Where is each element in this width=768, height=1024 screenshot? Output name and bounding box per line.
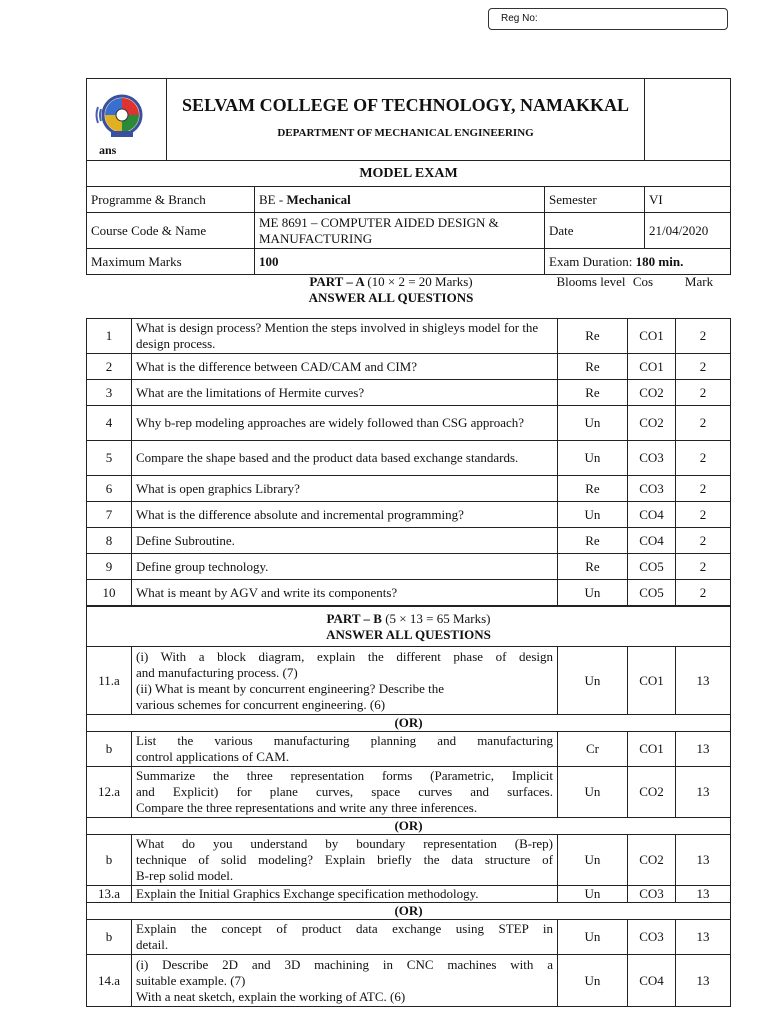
question-line: technique of solid modeling? Explain briefly the data structure of — [136, 852, 553, 867]
question-mark: 13 — [676, 835, 731, 886]
question-number: 7 — [87, 502, 132, 528]
table-row — [87, 920, 731, 955]
question-line: various schemes for concurrent engineering. (6) — [136, 696, 386, 712]
table-row — [87, 319, 731, 354]
question-text — [132, 647, 558, 715]
question-mark: 13 — [676, 886, 731, 903]
course-outcome: CO2 — [628, 835, 676, 886]
or-separator: (OR) — [87, 903, 731, 920]
logo-cell — [87, 79, 167, 161]
blooms-level: Re — [558, 554, 628, 580]
part-a-marks: (10 × 2 = 20 Marks) — [367, 274, 473, 289]
blooms-level: Un — [558, 955, 628, 1007]
blooms-level: Re — [558, 354, 628, 380]
part-a-table — [86, 318, 731, 606]
question-text: What are the limitations of Hermite curves? — [132, 380, 558, 406]
question-text — [132, 767, 558, 818]
table-row — [87, 554, 731, 580]
course-outcome: CO4 — [628, 502, 676, 528]
question-line: suitable example. (7) — [136, 972, 246, 988]
course-outcome: CO2 — [628, 380, 676, 406]
table-row — [87, 502, 731, 528]
table-row — [87, 354, 731, 380]
blooms-level: Un — [558, 502, 628, 528]
question-mark: 13 — [676, 732, 731, 767]
college-name: SELVAM COLLEGE OF TECHNOLOGY, NAMAKKAL — [182, 95, 629, 115]
blooms-level: Un — [558, 886, 628, 903]
max-marks-value: 100 — [255, 249, 545, 275]
question-line: (ii) What is meant by concurrent engineering? Describe the — [136, 680, 445, 696]
blooms-level: Re — [558, 528, 628, 554]
question-number: 14.a — [87, 955, 132, 1007]
date-label: Date — [545, 213, 645, 249]
department-name: DEPARTMENT OF MECHANICAL ENGINEERING — [277, 127, 534, 139]
course-outcome: CO1 — [628, 354, 676, 380]
question-text — [132, 732, 558, 767]
reg-no-label: Reg No: — [501, 13, 538, 24]
duration-value: 180 min. — [635, 253, 684, 269]
course-outcome: CO3 — [628, 886, 676, 903]
table-row — [87, 886, 731, 903]
course-outcome: CO1 — [628, 319, 676, 354]
question-number: b — [87, 920, 132, 955]
course-outcome: CO5 — [628, 580, 676, 606]
question-line: List the various manufacturing planning and manufacturing — [136, 733, 553, 748]
question-text: Define Subroutine. — [132, 528, 558, 554]
table-row — [87, 955, 731, 1007]
question-number: b — [87, 732, 132, 767]
question-number: 12.a — [87, 767, 132, 818]
question-mark: 2 — [676, 406, 731, 441]
question-text: Define group technology. — [132, 554, 558, 580]
semester-label: Semester — [545, 187, 645, 213]
question-line: B-rep solid model. — [136, 868, 234, 883]
blooms-level: Re — [558, 476, 628, 502]
question-number: 10 — [87, 580, 132, 606]
question-mark: 13 — [676, 647, 731, 715]
question-line: and manufacturing process. (7) — [136, 664, 298, 680]
question-number: 9 — [87, 554, 132, 580]
blooms-level: Un — [558, 647, 628, 715]
programme-value — [255, 187, 545, 213]
question-line: detail. — [136, 937, 169, 952]
part-b-title: PART – B — [326, 610, 382, 626]
question-mark: 2 — [676, 528, 731, 554]
question-mark: 13 — [676, 767, 731, 818]
part-b-table — [86, 606, 731, 1007]
question-text: What is the difference between CAD/CAM and CIM? — [132, 354, 558, 380]
part-b-heading — [87, 607, 731, 647]
part-b-marks: (5 × 13 = 65 Marks) — [385, 610, 491, 626]
duration-label: Exam Duration: — [549, 253, 636, 269]
course-outcome: CO3 — [628, 920, 676, 955]
col-cos-header: Cos — [632, 274, 654, 289]
course-outcome: CO2 — [628, 406, 676, 441]
course-label: Course Code & Name — [87, 213, 255, 249]
reg-no-box — [488, 8, 728, 30]
question-number: b — [87, 835, 132, 886]
question-text: What is design process? Mention the steps involved in shigleys model for the design process. — [132, 319, 558, 354]
question-mark: 2 — [676, 580, 731, 606]
question-number: 11.a — [87, 647, 132, 715]
question-number: 1 — [87, 319, 132, 354]
course-outcome: CO1 — [628, 647, 676, 715]
course-outcome: CO2 — [628, 767, 676, 818]
table-row — [87, 580, 731, 606]
table-row — [87, 732, 731, 767]
question-mark: 2 — [676, 380, 731, 406]
question-text: What is meant by AGV and write its components? — [132, 580, 558, 606]
table-row — [87, 441, 731, 476]
part-a-instruction: ANSWER ALL QUESTIONS — [308, 290, 474, 305]
table-row — [87, 647, 731, 715]
question-number: 5 — [87, 441, 132, 476]
table-row — [87, 406, 731, 441]
question-line: and Explicit) for plane curves, space curves and surfaces. — [136, 784, 553, 799]
question-mark: 13 — [676, 920, 731, 955]
question-line: What do you understand by boundary representation (B-rep) — [136, 836, 553, 851]
question-mark: 2 — [676, 554, 731, 580]
programme-branch: Mechanical — [286, 191, 351, 207]
course-outcome: CO3 — [628, 441, 676, 476]
max-marks-label: Maximum Marks — [87, 249, 255, 275]
blooms-level: Re — [558, 319, 628, 354]
college-title-cell — [167, 79, 645, 161]
course-outcome: CO3 — [628, 476, 676, 502]
blooms-level: Cr — [558, 732, 628, 767]
course-outcome: CO4 — [628, 955, 676, 1007]
part-a-title-block — [286, 274, 496, 306]
question-number: 13.a — [87, 886, 132, 903]
question-text: What is the difference absolute and incremental programming? — [132, 502, 558, 528]
exam-header-table — [86, 78, 731, 275]
programme-label: Programme & Branch — [87, 187, 255, 213]
question-mark: 13 — [676, 955, 731, 1007]
question-number: 6 — [87, 476, 132, 502]
table-row — [87, 835, 731, 886]
question-line: With a neat sketch, explain the working of ATC. (6) — [136, 988, 406, 1004]
programme-prefix: BE - — [259, 191, 287, 207]
col-mark-header: Mark — [684, 274, 714, 289]
question-mark: 2 — [676, 441, 731, 476]
question-mark: 2 — [676, 319, 731, 354]
question-number: 2 — [87, 354, 132, 380]
part-a-title: PART – A — [309, 274, 365, 289]
question-mark: 2 — [676, 476, 731, 502]
question-line: Explain the concept of product data exchange using STEP in — [136, 921, 553, 936]
question-line: Summarize the three representation forms (Parametric, Implicit — [136, 768, 553, 783]
question-line: Compare the three representations and write any three inferences. — [136, 800, 478, 815]
duration-cell — [545, 249, 731, 275]
table-row — [87, 528, 731, 554]
question-text — [132, 920, 558, 955]
table-row — [87, 476, 731, 502]
question-number: 8 — [87, 528, 132, 554]
blooms-level: Un — [558, 920, 628, 955]
table-row — [87, 767, 731, 818]
blooms-level: Un — [558, 580, 628, 606]
table-row — [87, 380, 731, 406]
course-outcome: CO4 — [628, 528, 676, 554]
question-text: Why b-rep modeling approaches are widely followed than CSG approach? — [132, 406, 558, 441]
or-separator: (OR) — [87, 715, 731, 732]
college-logo-icon — [95, 93, 149, 139]
blooms-level: Un — [558, 767, 628, 818]
question-mark: 2 — [676, 502, 731, 528]
question-text: Compare the shape based and the product data based exchange standards. — [132, 441, 558, 476]
blooms-level: Un — [558, 406, 628, 441]
blooms-level: Un — [558, 441, 628, 476]
question-line: (i) With a block diagram, explain the different phase of design — [136, 648, 553, 664]
part-b-instruction: ANSWER ALL QUESTIONS — [326, 626, 491, 642]
part-a-heading — [86, 272, 730, 318]
question-text: Explain the Initial Graphics Exchange specification methodology. — [132, 886, 558, 903]
question-text — [132, 835, 558, 886]
blooms-level: Un — [558, 835, 628, 886]
or-separator: (OR) — [87, 818, 731, 835]
question-number: 4 — [87, 406, 132, 441]
question-text — [132, 955, 558, 1007]
date-value: 21/04/2020 — [645, 213, 731, 249]
col-blooms-header: Blooms level — [556, 274, 626, 289]
semester-value: VI — [645, 187, 731, 213]
question-line: (i) Describe 2D and 3D machining in CNC machines with a — [136, 956, 553, 972]
question-line: control applications of CAM. — [136, 749, 290, 764]
question-number: 3 — [87, 380, 132, 406]
question-text: What is open graphics Library? — [132, 476, 558, 502]
blooms-level: Re — [558, 380, 628, 406]
exam-title: MODEL EXAM — [87, 161, 731, 187]
course-value: ME 8691 – COMPUTER AIDED DESIGN & MANUFACTURING — [255, 213, 545, 249]
course-outcome: CO5 — [628, 554, 676, 580]
header-blank-cell — [645, 79, 731, 161]
logo-note: ans — [99, 143, 117, 157]
course-outcome: CO1 — [628, 732, 676, 767]
question-mark: 2 — [676, 354, 731, 380]
